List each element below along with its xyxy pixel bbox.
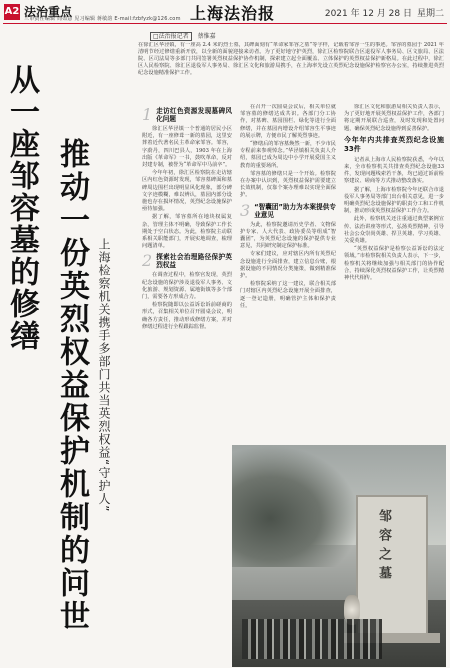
section-name: 法治重点 bbox=[24, 5, 73, 19]
header-rule bbox=[3, 23, 447, 24]
lead-paragraph: 在徐汇区华泾镇，有一座高 2.4 米的烈士墓，其碑面刻有“革命家邹容之墓”等字样，记载着邹容一生的事迹。邹容的墓园于 2021 年清明节经过修缮重新开放，以全新的面貌迎接来访者。为了更好地守护英烈，徐汇区检察院联合区退役军人事务局、区文旅局、区法院、区司法局等多部门共同签署英烈权益保护协作机制，探索建立起全面覆盖、立体保护的英烈权益保护新格局。在此过程中，徐汇区人民检察院、徐汇区退役军人事务局、徐汇区文化和旅游局携手，在上海率先设立英烈纪念设施保护检察官办公室，持续推进英烈纪念设施精准保护工作。 bbox=[138, 42, 444, 76]
article-column-1 bbox=[142, 104, 232, 332]
paragraph: 徐汇区华泾镇一个普通的居民小区附近，有一座修葺一新的墓园，这里安葬着近代著名民主革命家邹容。邹容，字蔚丹，四川巴县人，1903 年在上海出版《革命军》一书，鼓吹革命，反对封建专制，被誉为“革命军中马前卒”。 bbox=[142, 126, 232, 169]
visitors-crowd bbox=[242, 619, 382, 659]
paragraph: 检察院采纳了这一建议，联合相关部门对辖区内英烈纪念设施开展全面排查，逐一登记造册，明确管护主体和保护责任。 bbox=[240, 281, 336, 309]
byline-tag: □法治报记者 bbox=[150, 32, 192, 41]
paragraph: 今年年初，徐汇区检察院在走访辖区内红色资源时发现，邹容墓碑面和墓碑周边围栏出现明显风化现象，部分碑文字迹模糊，难以辨认，墓园内部分设施也存在损坏情况，英烈纪念设施保护亟待加强。 bbox=[142, 170, 232, 213]
column-subheading: 今年年内共排查英烈纪念设施33件 bbox=[344, 135, 444, 153]
editor-info: 三审责任编辑 周如意 见习编辑 蒋敏韵 E-mail:fzbfyzk@126.com bbox=[24, 16, 181, 22]
section-title: 探索社会治理路径保护英烈权益 bbox=[156, 253, 232, 270]
article-column-3 bbox=[344, 104, 444, 442]
paragraph: 据了解，邹容墓所在地块权属复杂，管理主体不明确，导致保护工作长期处于空白状态。为此，检察院主动联系相关职能部门，开展实地调查，梳理问题清单。 bbox=[142, 214, 232, 250]
section-heading-1 bbox=[142, 107, 232, 123]
header-right bbox=[325, 6, 444, 19]
byline-author: 蔡惟嘉 bbox=[197, 33, 216, 40]
paragraph: 邹容墓的修缮只是一个开始。检察院在办案中认识到，英烈权益保护需要建立长效机制，仅靠个案办理难以实现全面保护。 bbox=[240, 170, 336, 199]
paragraph: “英烈权益保护是检察公益诉讼的法定领域。”市检察院相关负责人表示，下一步，检察机关将继续加强与相关部门的协作配合，持续深化英烈权益保护工作，让英烈精神代代相传。 bbox=[344, 246, 444, 282]
subheadline: 上海检察机关携手多部门共当英烈权益“守护人” bbox=[97, 238, 111, 513]
section-number: 1 bbox=[142, 105, 153, 124]
section-heading-3 bbox=[240, 200, 336, 220]
paragraph: 在召开一次圆桌会议后，相关单位就邹容墓的修缮达成共识。各部门分工协作，对墓碑、墓园围栏、绿化等进行全面修缮，并在墓园内增设介绍邹容生平事迹的展示牌，方便市民了解英烈事迹。 bbox=[240, 104, 336, 139]
paragraph: 徐汇区文化和旅游局相关负责人表示，为了更好地开展英烈权益保护工作，各部门将定期开展联合巡查，及时发现和处置问题，确保英烈纪念设施得到妥善保护。 bbox=[344, 104, 444, 132]
paragraph: 专家们建议，应对辖区内所有英烈纪念设施进行全面排查，建立信息台账，根据设施的不同情况分类施策，做到精准保护。 bbox=[240, 251, 336, 280]
section-title: “智囊团”助力为本案提供专业意见 bbox=[254, 202, 336, 219]
section-number: 2 bbox=[142, 251, 153, 271]
paragraph: 检察院随即以公益诉讼诉前磋商的形式，召集相关单位召开圆桌会议，明确各方责任，推动形成修缮方案，并对修缮过程进行全程跟踪监督。 bbox=[142, 302, 232, 330]
byline bbox=[150, 31, 216, 40]
section-title: 走访红色资源发现墓碑风化问题 bbox=[156, 107, 232, 123]
paragraph: 此外，检察机关还注重通过典型案例宣传、法治讲座等形式，弘扬英烈精神，引导社会公众崇尚英雄、捍卫英雄、学习英雄、关爱英雄。 bbox=[344, 216, 444, 245]
tomb-inscription: 邹容之墓 bbox=[376, 509, 391, 585]
paragraph: 据了解，上海市检察院今年还联合市退役军人事务局等部门出台相关意见，进一步明确英烈纪念设施保护的职责分工和工作机制，推动形成英烈权益保护工作合力。 bbox=[344, 186, 444, 215]
paragraph: 在调查过程中，检察官发现，英烈纪念设施的保护涉及退役军人事务、文化旅游、规划资源、属地街镇等多个部门，需要各方形成合力。 bbox=[142, 272, 232, 301]
article-column-2 bbox=[240, 104, 336, 442]
paragraph: “修缮后的邹容墓焕然一新，不少市民专程前来参观悼念。”华泾镇相关负责人介绍，墓园已成为周边中小学开展爱国主义教育的重要场所。 bbox=[240, 141, 336, 169]
paragraph: 记者从上海市人民检察院获悉，今年以来，全市检察机关共排查英烈纪念设施33件，发现问题线索若干条，均已通过诉前检察建议、磋商等方式推动整改落实。 bbox=[344, 156, 444, 185]
tomb-photo bbox=[232, 445, 446, 667]
page-number-badge: A2 bbox=[4, 4, 20, 20]
paragraph: 为此，检察院邀请历史学者、文物保护专家、人大代表、政协委员等组成“智囊团”，为英烈纪念设施的保护提供专业意见，共同研究制定保护标准。 bbox=[240, 221, 336, 250]
secondary-headline: 推动一份英烈权益保护机制的问世 bbox=[54, 138, 89, 633]
section-heading-2 bbox=[142, 253, 232, 269]
section-number: 3 bbox=[240, 200, 251, 220]
photo-trees bbox=[232, 445, 360, 567]
issue-weekday: 星期二 bbox=[416, 9, 444, 19]
issue-date: 2021 年 12 月 28 日 bbox=[324, 9, 412, 19]
main-headline: 从一座邹容墓的修缮 bbox=[4, 64, 39, 352]
newspaper-masthead: 上海法治报 bbox=[190, 4, 276, 23]
page-header bbox=[0, 0, 450, 24]
